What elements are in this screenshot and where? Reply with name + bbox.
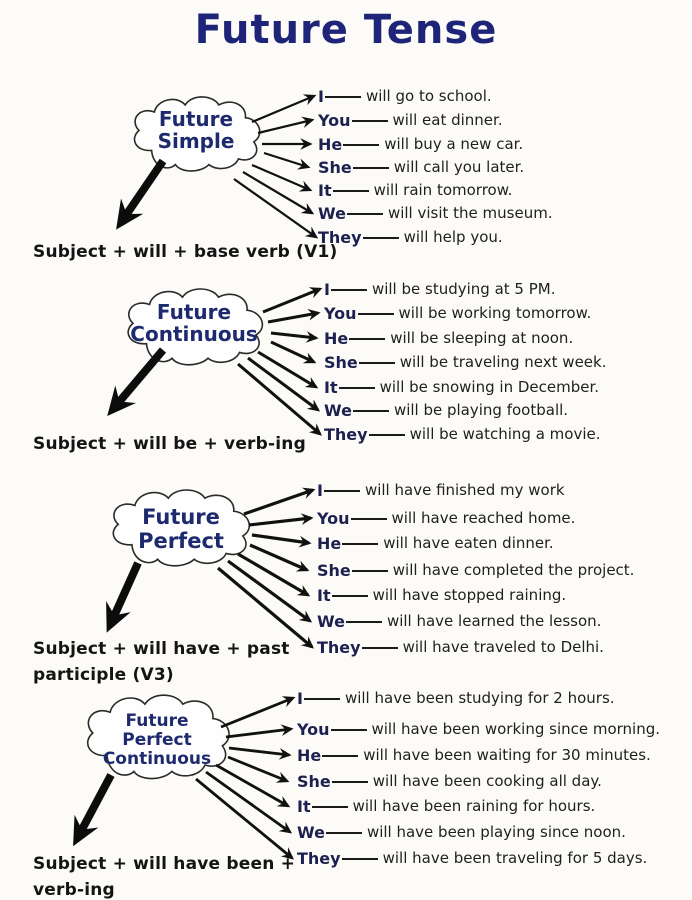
dash-connector bbox=[353, 167, 389, 169]
cloud-label-line: Simple bbox=[157, 129, 235, 154]
example-row bbox=[297, 688, 615, 708]
example-sentence: will visit the museum. bbox=[387, 204, 553, 222]
example-row bbox=[317, 480, 565, 500]
example-sentence: will help you. bbox=[403, 228, 503, 246]
arrow-line bbox=[238, 364, 320, 434]
dash-connector bbox=[324, 490, 360, 492]
dash-connector bbox=[363, 237, 399, 239]
down-arrow-future-perfect-continuous bbox=[78, 775, 111, 837]
dash-connector bbox=[339, 387, 375, 389]
arrow-line bbox=[249, 518, 311, 525]
example-pronoun: We bbox=[318, 203, 346, 223]
example-row bbox=[297, 719, 660, 739]
dash-connector bbox=[332, 595, 368, 597]
example-sentence: will have been working since morning. bbox=[371, 720, 661, 738]
example-pronoun: We bbox=[297, 822, 325, 842]
example-pronoun: It bbox=[318, 180, 332, 200]
example-sentence: will have been cooking all day. bbox=[372, 772, 602, 790]
example-row bbox=[317, 508, 575, 528]
arrow-line bbox=[252, 535, 309, 543]
dash-connector bbox=[353, 410, 389, 412]
example-sentence: will have been studying for 2 hours. bbox=[344, 689, 615, 707]
example-pronoun: You bbox=[317, 508, 350, 528]
cloud-label-line: Continuous bbox=[130, 322, 258, 347]
dash-connector bbox=[362, 647, 398, 649]
example-pronoun: You bbox=[318, 110, 351, 130]
arrow-line bbox=[258, 120, 312, 133]
example-pronoun: He bbox=[297, 745, 322, 765]
down-arrow-future-simple bbox=[122, 161, 163, 221]
formula-future-simple: Subject + will + base verb (V1) bbox=[33, 242, 338, 262]
dash-connector bbox=[325, 96, 361, 98]
example-row bbox=[318, 180, 512, 200]
arrow-line bbox=[226, 729, 291, 737]
dash-connector bbox=[333, 190, 369, 192]
down-arrow-future-perfect bbox=[111, 563, 138, 623]
example-row bbox=[324, 303, 591, 323]
example-row bbox=[324, 279, 555, 299]
dash-connector bbox=[312, 806, 348, 808]
dash-connector bbox=[331, 729, 367, 731]
dash-connector bbox=[304, 698, 340, 700]
example-sentence: will have completed the project. bbox=[392, 561, 635, 579]
arrow-line bbox=[221, 698, 293, 727]
example-sentence: will have been raining for hours. bbox=[352, 797, 596, 815]
cloud-label-line: Continuous bbox=[102, 749, 212, 770]
arrow-line bbox=[263, 289, 320, 312]
example-pronoun: We bbox=[317, 611, 345, 631]
dash-connector bbox=[358, 313, 394, 315]
example-sentence: will have reached home. bbox=[391, 509, 576, 527]
arrow-line bbox=[229, 748, 289, 755]
formula-future-perfect-continuous: Subject + will have been + verb-ing bbox=[33, 854, 296, 900]
cloud-label-line: Perfect bbox=[122, 730, 192, 751]
example-pronoun: They bbox=[318, 227, 362, 247]
cloud-label-line: Future bbox=[125, 711, 189, 731]
cloud-label-future-perfect bbox=[138, 506, 224, 553]
example-row bbox=[317, 533, 554, 553]
example-row bbox=[324, 328, 573, 348]
example-sentence: will be watching a movie. bbox=[409, 425, 601, 443]
dash-connector bbox=[342, 543, 378, 545]
dash-connector bbox=[352, 120, 388, 122]
example-pronoun: You bbox=[324, 303, 357, 323]
arrow-line bbox=[244, 490, 313, 514]
example-row bbox=[318, 227, 503, 247]
example-row bbox=[297, 848, 647, 868]
example-pronoun: I bbox=[324, 279, 330, 299]
dash-connector bbox=[351, 518, 387, 520]
example-row bbox=[317, 560, 634, 580]
example-pronoun: She bbox=[324, 352, 358, 372]
dash-connector bbox=[322, 755, 358, 757]
example-row bbox=[317, 585, 566, 605]
example-pronoun: I bbox=[318, 86, 324, 106]
cloud-label-line: Future bbox=[158, 107, 234, 131]
cloud-label-future-continuous bbox=[130, 301, 257, 346]
example-row bbox=[318, 110, 503, 130]
cloud-label-line: Future bbox=[156, 300, 232, 324]
example-sentence: will have been playing since noon. bbox=[366, 823, 626, 841]
page-title: Future Tense bbox=[194, 7, 498, 53]
example-pronoun: They bbox=[324, 424, 368, 444]
example-sentence: will have stopped raining. bbox=[372, 586, 567, 604]
dash-connector bbox=[332, 781, 368, 783]
example-row bbox=[324, 377, 599, 397]
example-pronoun: I bbox=[317, 480, 323, 500]
example-pronoun: She bbox=[318, 157, 352, 177]
formula-future-perfect: Subject + will have + past participle (V3) bbox=[33, 639, 290, 685]
arrow-line bbox=[196, 779, 292, 858]
cloud-label-line: Future bbox=[142, 505, 220, 529]
dash-connector bbox=[346, 621, 382, 623]
arrow-line bbox=[252, 165, 310, 190]
example-row bbox=[318, 134, 523, 154]
example-row bbox=[297, 822, 626, 842]
dash-connector bbox=[331, 289, 367, 291]
arrow-line bbox=[271, 333, 316, 338]
example-row bbox=[317, 637, 604, 657]
arrow-line bbox=[252, 96, 314, 122]
example-pronoun: He bbox=[317, 533, 342, 553]
example-row bbox=[324, 400, 568, 420]
example-sentence: will have learned the lesson. bbox=[386, 612, 602, 630]
example-sentence: will be sleeping at noon. bbox=[390, 329, 574, 347]
cloud-label-line: Perfect bbox=[138, 528, 224, 553]
example-row bbox=[317, 611, 601, 631]
dash-connector bbox=[343, 144, 379, 146]
example-sentence: will be studying at 5 PM. bbox=[371, 280, 556, 298]
example-row bbox=[297, 771, 602, 791]
cloud-label-future-perfect-continuous bbox=[103, 712, 211, 769]
example-sentence: will be working tomorrow. bbox=[398, 304, 592, 322]
example-pronoun: We bbox=[324, 400, 352, 420]
dash-connector bbox=[326, 832, 362, 834]
example-sentence: will have been waiting for 30 minutes. bbox=[363, 746, 651, 764]
example-pronoun: They bbox=[297, 848, 341, 868]
example-row bbox=[318, 157, 524, 177]
example-pronoun: I bbox=[297, 688, 303, 708]
example-pronoun: She bbox=[297, 771, 331, 791]
example-sentence: will be traveling next week. bbox=[399, 353, 607, 371]
example-sentence: will have traveled to Delhi. bbox=[402, 638, 604, 656]
example-pronoun: It bbox=[324, 377, 338, 397]
example-row bbox=[318, 86, 492, 106]
dash-connector bbox=[342, 858, 378, 860]
example-row bbox=[318, 203, 553, 223]
example-row bbox=[297, 745, 651, 765]
example-row bbox=[297, 796, 595, 816]
dash-connector bbox=[369, 434, 405, 436]
example-pronoun: She bbox=[317, 560, 351, 580]
dash-connector bbox=[352, 570, 388, 572]
example-sentence: will rain tomorrow. bbox=[373, 181, 513, 199]
example-sentence: will have been traveling for 5 days. bbox=[382, 849, 648, 867]
example-pronoun: It bbox=[317, 585, 331, 605]
example-pronoun: It bbox=[297, 796, 311, 816]
example-sentence: will have eaten dinner. bbox=[383, 534, 554, 552]
dash-connector bbox=[349, 338, 385, 340]
example-pronoun: He bbox=[318, 134, 343, 154]
down-arrow-future-continuous bbox=[114, 350, 163, 408]
example-sentence: will call you later. bbox=[393, 158, 525, 176]
formula-future-continuous: Subject + will be + verb-ing bbox=[33, 434, 306, 454]
example-pronoun: He bbox=[324, 328, 349, 348]
example-sentence: will buy a new car. bbox=[384, 135, 524, 153]
arrow-line bbox=[271, 342, 314, 362]
dash-connector bbox=[359, 362, 395, 364]
arrow-line bbox=[268, 313, 318, 322]
example-row bbox=[324, 352, 606, 372]
example-sentence: will eat dinner. bbox=[392, 111, 503, 129]
example-pronoun: They bbox=[317, 637, 361, 657]
example-sentence: will go to school. bbox=[365, 87, 492, 105]
example-pronoun: You bbox=[297, 719, 330, 739]
example-sentence: will be playing football. bbox=[393, 401, 569, 419]
example-sentence: will have finished my work bbox=[364, 481, 565, 499]
cloud-label-future-simple bbox=[158, 108, 235, 153]
example-sentence: will be snowing in December. bbox=[379, 378, 600, 396]
dash-connector bbox=[347, 213, 383, 215]
example-row bbox=[324, 424, 601, 444]
arrow-line bbox=[264, 153, 308, 167]
